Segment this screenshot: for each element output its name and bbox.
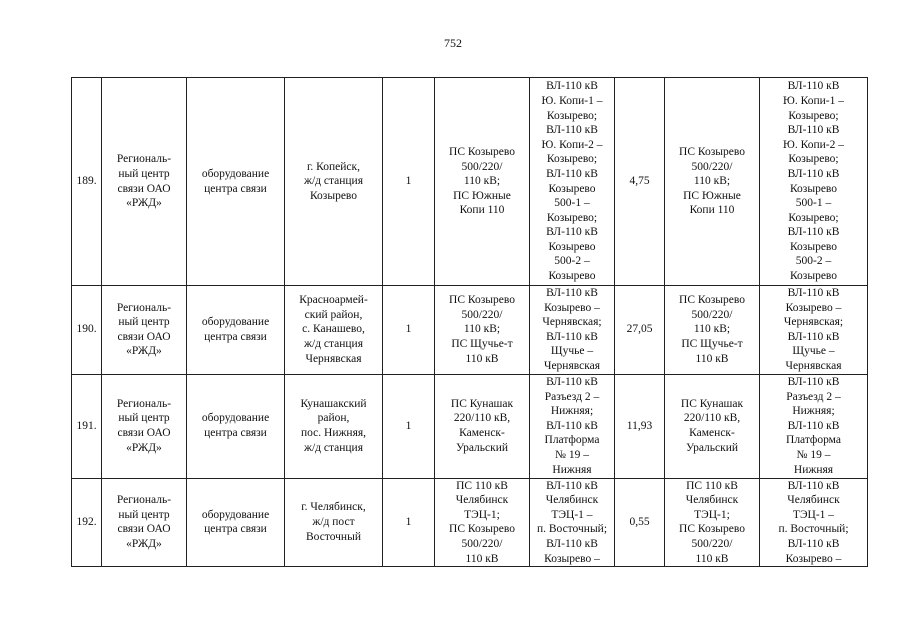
row-number: 191. (72, 374, 102, 478)
row-number: 190. (72, 286, 102, 375)
location-cell: г. Копейск, ж/д станция Козырево (285, 78, 383, 286)
owner-cell: Региональ- ный центр связи ОАО «РЖД» (102, 286, 187, 375)
substation-reserve-cell: ПС 110 кВ Челябинск ТЭЦ-1; ПС Козырево 500/220/ 110 кВ (665, 478, 760, 567)
quantity-cell: 1 (383, 478, 435, 567)
substation-reserve-cell: ПС Кунашак 220/110 кВ, Каменск- Уральский (665, 374, 760, 478)
power-lines-reserve-cell: ВЛ-110 кВ Челябинск ТЭЦ-1 – п. Восточный; ВЛ-110 кВ Козырево – (760, 478, 868, 567)
quantity-cell: 1 (383, 374, 435, 478)
power-lines-cell: ВЛ-110 кВ Разъезд 2 – Нижняя; ВЛ-110 кВ Платформа № 19 – Нижняя (530, 374, 615, 478)
object-cell: оборудование центра связи (187, 286, 285, 375)
facilities-table (71, 77, 868, 567)
table-row (72, 374, 868, 478)
value-cell: 27,05 (615, 286, 665, 375)
power-lines-cell: ВЛ-110 кВ Козырево – Чернявская; ВЛ-110 кВ Щучье – Чернявская (530, 286, 615, 375)
owner-cell: Региональ- ный центр связи ОАО «РЖД» (102, 78, 187, 286)
owner-cell: Региональ- ный центр связи ОАО «РЖД» (102, 374, 187, 478)
power-lines-cell: ВЛ-110 кВ Ю. Копи-1 – Козырево; ВЛ-110 кВ Ю. Копи-2 – Козырево; ВЛ-110 кВ Козырево 500-1 – Козырево; ВЛ-110 кВ Козырево 500-2 – Козырево (530, 78, 615, 286)
value-cell: 11,93 (615, 374, 665, 478)
value-cell: 0,55 (615, 478, 665, 567)
power-lines-cell: ВЛ-110 кВ Челябинск ТЭЦ-1 – п. Восточный; ВЛ-110 кВ Козырево – (530, 478, 615, 567)
owner-cell: Региональ- ный центр связи ОАО «РЖД» (102, 478, 187, 567)
location-cell: Красноармей- ский район, с. Канашево, ж/д станция Чернявская (285, 286, 383, 375)
row-number: 189. (72, 78, 102, 286)
object-cell: оборудование центра связи (187, 478, 285, 567)
object-cell: оборудование центра связи (187, 78, 285, 286)
page-number: 752 (444, 36, 462, 50)
location-cell: г. Челябинск, ж/д пост Восточный (285, 478, 383, 567)
quantity-cell: 1 (383, 286, 435, 375)
power-lines-reserve-cell: ВЛ-110 кВ Разъезд 2 – Нижняя; ВЛ-110 кВ Платформа № 19 – Нижняя (760, 374, 868, 478)
substation-cell: ПС Козырево 500/220/ 110 кВ; ПС Щучье-т 110 кВ (435, 286, 530, 375)
table-row (72, 478, 868, 567)
table-row (72, 286, 868, 375)
row-number: 192. (72, 478, 102, 567)
object-cell: оборудование центра связи (187, 374, 285, 478)
substation-cell: ПС Кунашак 220/110 кВ, Каменск- Уральский (435, 374, 530, 478)
substation-cell: ПС Козырево 500/220/ 110 кВ; ПС Южные Копи 110 (435, 78, 530, 286)
substation-cell: ПС 110 кВ Челябинск ТЭЦ-1; ПС Козырево 500/220/ 110 кВ (435, 478, 530, 567)
power-lines-reserve-cell: ВЛ-110 кВ Ю. Копи-1 – Козырево; ВЛ-110 кВ Ю. Копи-2 – Козырево; ВЛ-110 кВ Козырево 500-1 – Козырево; ВЛ-110 кВ Козырево 500-2 – Козырево (760, 78, 868, 286)
substation-reserve-cell: ПС Козырево 500/220/ 110 кВ; ПС Южные Копи 110 (665, 78, 760, 286)
quantity-cell: 1 (383, 78, 435, 286)
location-cell: Кунашакский район, пос. Нижняя, ж/д станция (285, 374, 383, 478)
value-cell: 4,75 (615, 78, 665, 286)
substation-reserve-cell: ПС Козырево 500/220/ 110 кВ; ПС Щучье-т 110 кВ (665, 286, 760, 375)
power-lines-reserve-cell: ВЛ-110 кВ Козырево – Чернявская; ВЛ-110 кВ Щучье – Чернявская (760, 286, 868, 375)
table-row (72, 78, 868, 286)
